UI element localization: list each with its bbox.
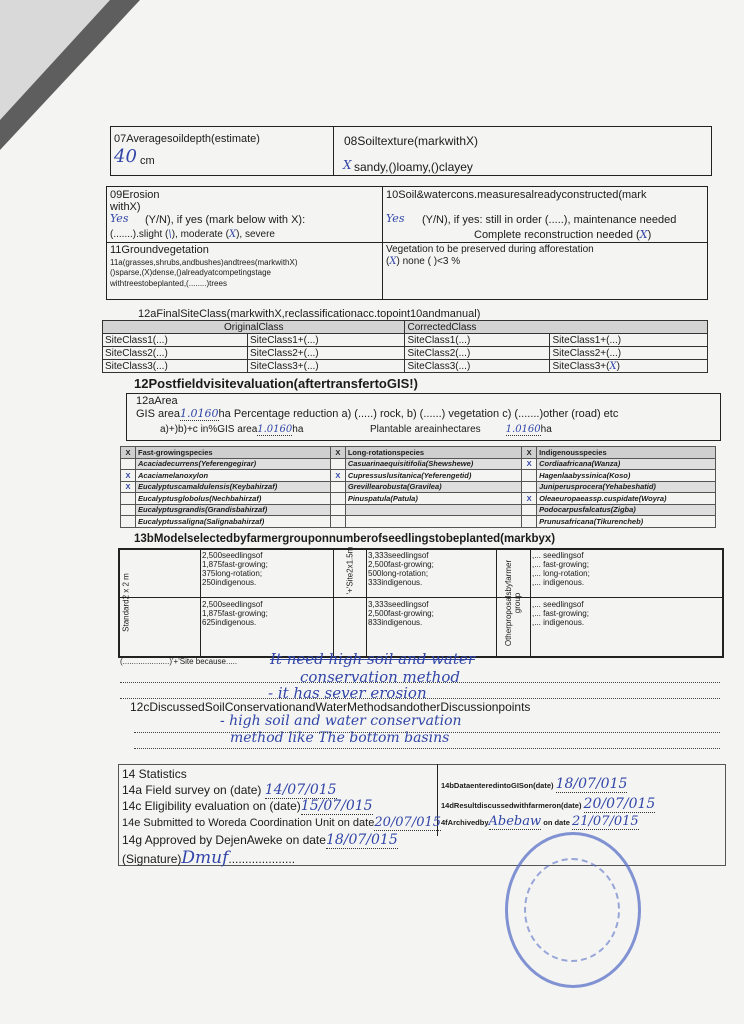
- ground-vegetation-label: 11Groundvegetation: [110, 244, 209, 256]
- model-cell-1: 2,500seedlingsof 1,875fast-growing; 375long-rotation; 250indigenous.: [202, 551, 268, 587]
- ground-vegetation-l1: 11a(grasses,shrubs,andbushes)andtrees(markwithX): [110, 258, 298, 267]
- species-row: Eucalyptusgrandis(Grandisbahirzaf) Podocarpusfalcatus(Zigba): [121, 504, 716, 516]
- erosion-options: (.......).slight (\), moderate (X), severe: [110, 229, 275, 240]
- vegetation-preserve-line: (X) none ( )<3 %: [386, 256, 461, 267]
- erosion-question: (Y/N), if yes (mark below with X):: [145, 214, 306, 226]
- result-discussed-line: 14dResultdiscussedwithfarmeron(date) 20/07/015: [441, 796, 656, 812]
- soil-depth-label: 07Averagesoildepth(estimate): [114, 133, 260, 145]
- site-class-cell: SiteClass2(...): [103, 347, 248, 360]
- indigenous-header: Indigenousspecies: [537, 447, 716, 459]
- field-survey-line: 14a Field survey on (date) 14/07/015: [122, 782, 337, 798]
- fast-growing-header: Fast-growingspecies: [136, 447, 331, 459]
- site-because-label: (.....................)'+'Site because.....: [120, 657, 238, 666]
- ground-vegetation-l3: withtreestobeplanted,(........)trees: [110, 279, 227, 288]
- handwritten-reason-3: - it has sever erosion: [268, 684, 427, 702]
- gis-area-line: GIS area1.0160ha Percentage reduction a) (.....) rock, b) (......) vegetation c) (.......)other (road) etc: [136, 407, 619, 420]
- erosion-label-2: withX): [110, 201, 141, 213]
- species-row: Acaciadecurrens(Yeferengegirar) Casuarinaequisitifolia(Shewshewe) X Cordiaafricana(Wanza): [121, 458, 716, 470]
- soil-texture-mark: X: [343, 158, 352, 172]
- plus-site-model-label: '+'Site2x1.5m: [345, 546, 355, 595]
- site-class-table: [102, 320, 708, 373]
- official-stamp-inner: [524, 858, 620, 962]
- vegetation-preserve-label: Vegetation to be preserved during afforestation: [386, 244, 594, 255]
- species-table: X Fast-growingspecies X Long-rotationspecies X Indigenousspecies Acaciadecurrens(Yeferengegirar) Casuarinaequisitifolia(Shewshewe) X Cordiaafricana(Wanza) X Acaciamelanoxylon X Cupressuslusitanica(Yeferengetid) Hagenlaabyssinica(Koso) X Eucalyptuscamaldulensis(Keybahirzaf) Grevillearobusta(Gravilea) Juniperusprocera(Yehabeshatid) Eucalyptusglobolus(Nechbahirzaf) Pinuspatula(Patula) X Oleaeuropaeassp.cuspidate(Woyra) Eucalyptusgrandis(Grandisbahirzaf) Podocarpusfalcatus(Zigba) Eucalyptussaligna(Salignabahirzaf) Prunusafricana(Tikurencheb): [120, 446, 716, 528]
- post-field-title: 12Postfieldvisitevaluation(aftertransfertoGIS!): [134, 376, 418, 391]
- discussion-line-2: method like The bottom basins: [230, 730, 450, 746]
- site-class-cell: SiteClass1+(...): [248, 334, 405, 347]
- model-cell-4: 3,333seedlingsof 2,500fast-growing; 833indigenous.: [368, 600, 434, 627]
- site-class-cell-marked: SiteClass3+(X): [550, 360, 708, 373]
- erosion-value: Yes: [110, 212, 129, 225]
- site-class-cell: SiteClass2(...): [405, 347, 550, 360]
- standard-model-label: Standard2 x 2 m: [121, 573, 131, 632]
- approved-line: 14g Approved by DejenAweke on date18/07/015: [122, 832, 398, 848]
- species-row: Eucalyptusglobolus(Nechbahirzaf) Pinuspatula(Patula) X Oleaeuropaeassp.cuspidate(Woyra): [121, 493, 716, 505]
- site-class-cell: SiteClass2+(...): [248, 347, 405, 360]
- species-row: Eucalyptussaligna(Salignabahirzaf) Prunusafricana(Tikurencheb): [121, 516, 716, 528]
- soil-water-cons-label: 10Soil&watercons.measuresalreadyconstructed(mark: [386, 189, 647, 201]
- soil-depth-value: 40: [114, 146, 137, 167]
- soil-depth-unit: cm: [140, 155, 155, 167]
- long-rotation-header: Long-rotationspecies: [345, 447, 521, 459]
- soil-texture-options: sandy,()loamy,()clayey: [354, 160, 473, 174]
- area-sum-line: a)+)b)+c in%GIS area1.0160ha: [160, 424, 304, 435]
- soil-water-cons-question: (Y/N), if yes: still in order (.....), maintenance needed: [422, 214, 677, 226]
- model-cell-6: ,... seedlingsof ,... fast-growing; ,... indigenous.: [532, 600, 589, 627]
- site-class-cell: SiteClass3+(...): [248, 360, 405, 373]
- gis-entry-line: 14bDataenteredintoGISon(date) 18/07/015: [441, 776, 628, 792]
- plantable-area-line: Plantable areainhectares 1.0160ha: [370, 424, 552, 435]
- species-row: X Eucalyptuscamaldulensis(Keybahirzaf) Grevillearobusta(Gravilea) Juniperusprocera(Yehabeshatid): [121, 481, 716, 493]
- area-label: 12aArea: [136, 395, 178, 407]
- site-class-cell: SiteClass1(...): [405, 334, 550, 347]
- soil-water-cons-value: Yes: [386, 212, 405, 225]
- original-class-header: OriginalClass: [103, 321, 405, 334]
- model-cell-5: ,... seedlingsof ,... fast-growing; ,... long-rotation; ,... indigenous.: [532, 551, 590, 587]
- site-class-cell: SiteClass1+(...): [550, 334, 708, 347]
- model-cell-3: 3,333seedlingsof 2,500fast-growing; 500long-rotation; 333indigenous.: [368, 551, 434, 587]
- site-class-cell: SiteClass3(...): [405, 360, 550, 373]
- other-proposal-label: Otherproposalsbyfarmer group: [504, 559, 522, 647]
- handwritten-reason-2: conservation method: [300, 668, 460, 686]
- signature-line: (Signature)Dmuf....................: [122, 848, 296, 868]
- site-class-cell: SiteClass1(...): [103, 334, 248, 347]
- soil-texture-label: 08Soiltexture(markwithX): [344, 134, 479, 148]
- erosion-label: 09Erosion: [110, 189, 160, 201]
- handwritten-reason-1: It need high soil and water: [270, 650, 475, 668]
- archived-line: 4fArchivedbyAbebaw on date 21/07/015: [441, 814, 639, 829]
- discussed-title: 12cDiscussedSoilConservationandWaterMethodsandotherDiscussionpoints: [130, 700, 531, 714]
- final-site-class-title: 12aFinalSiteClass(markwithX,reclassificationacc.topoint10andmanual): [138, 308, 481, 320]
- site-class-cell: SiteClass3(...): [103, 360, 248, 373]
- statistics-title: 14 Statistics: [122, 767, 187, 781]
- species-row: X Acaciamelanoxylon X Cupressuslusitanica(Yeferengetid) Hagenlaabyssinica(Koso): [121, 470, 716, 482]
- page-fold-corner: [0, 0, 110, 120]
- reconstruction-line: Complete reconstruction needed (X): [474, 228, 652, 241]
- model-cell-2: 2,500seedlingsof 1,875fast-growing; 625indigenous.: [202, 600, 268, 627]
- submitted-line: 14e Submitted to Woreda Coordination Unit on date20/07/015: [122, 815, 442, 830]
- ground-vegetation-l2: ()sparse,(X)dense,()alreadyatcompetingstage: [110, 268, 271, 277]
- model-selected-title: 13bModelselectedbyfarmergrouponnumberofseedlingstobeplanted(markbyx): [134, 533, 556, 545]
- eligibility-line: 14c Eligibility evaluation on (date)15/07/015: [122, 798, 373, 814]
- discussion-line-1: - high soil and water conservation: [220, 713, 462, 729]
- site-class-cell: SiteClass2+(...): [550, 347, 708, 360]
- corrected-class-header: CorrectedClass: [405, 321, 708, 334]
